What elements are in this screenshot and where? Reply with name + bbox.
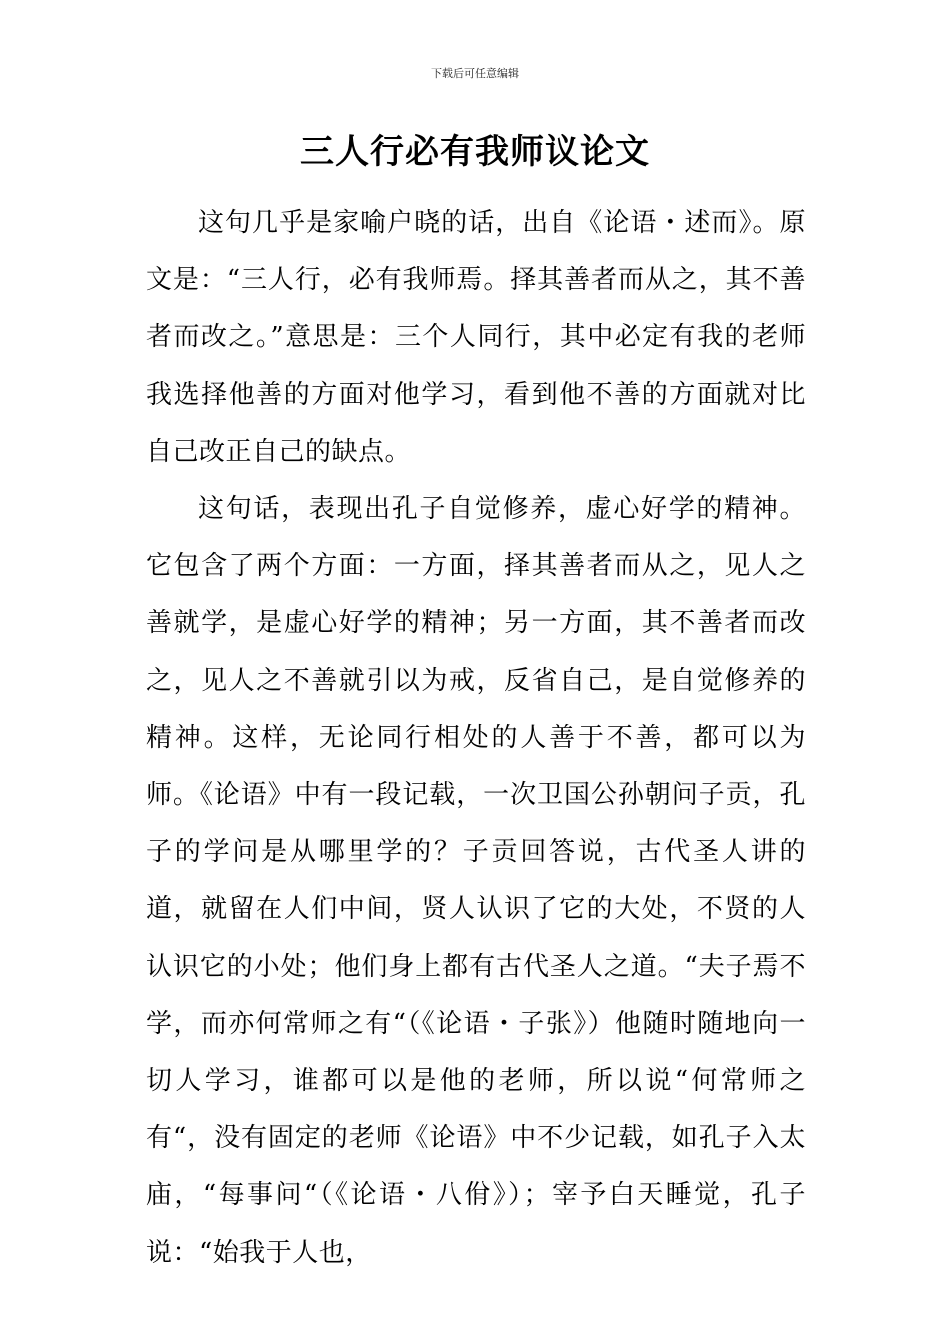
page-title: 三人行必有我师议论文 <box>300 132 650 172</box>
paragraph-1: 这句几乎是家喻户晓的话，出自《论语・述而》。原文是：“三人行，必有我师焉。择其善者而从之，其不善者而改之。”意思是：三个人同行，其中必定有我的老师我选择他善的方面对他学习，看到他不善的方面就对比自己改正自己的缺点。 <box>146 208 806 467</box>
header-note: 下载后可任意编辑 <box>431 67 519 80</box>
paragraph-2: 这句话，表现出孔子自觉修养，虚心好学的精神。它包含了两个方面：一方面，择其善者而从之，见人之善就学，是虚心好学的精神；另一方面，其不善者而改之，见人之不善就引以为戒，反省自己，是自觉修养的精神。这样，无论同行相处的人善于不善，都可以为师。《论语》中有一段记载，一次卫国公孙朝问子贡，孔子的学问是从哪里学的？子贡回答说，古代圣人讲的道，就留在人们中间，贤人认识了它的大处，不贤的人认识它的小处；他们身上都有古代圣人之道。“夫子焉不学，而亦何常师之有“（《论语・子张》）他随时随地向一切人学习，谁都可以是他的老师，所以说“何常师之有“，没有固定的老师《论语》中不少记载，如孔子入太庙，“每事问“（《论语・八佾》）；宰予白天睡觉，孔子说：“始我于人也， <box>146 494 806 1268</box>
document-body <box>146 195 806 1282</box>
